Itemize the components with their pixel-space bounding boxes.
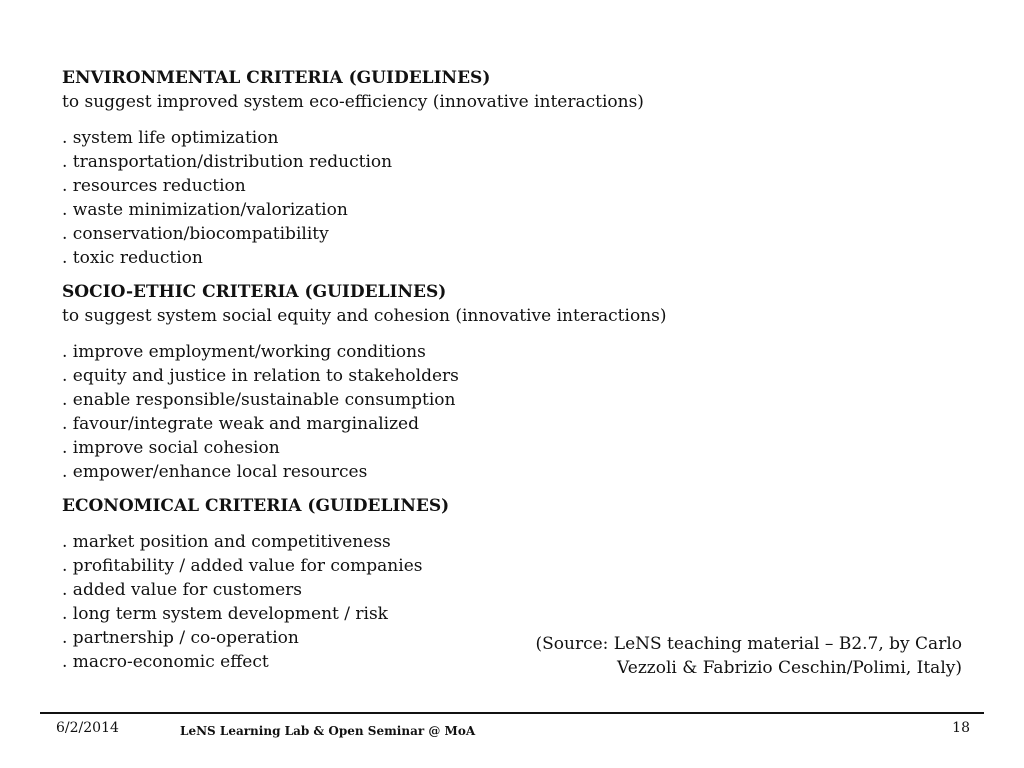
list-item: . enable responsible/sustainable consumption bbox=[62, 390, 456, 410]
list-item: . transportation/distribution reduction bbox=[62, 152, 393, 172]
list-item: . favour/integrate weak and marginalized bbox=[62, 414, 419, 434]
list-item: . equity and justice in relation to stakeholders bbox=[62, 366, 459, 386]
list-item: . waste minimization/valorization bbox=[62, 200, 348, 220]
list-item: . toxic reduction bbox=[62, 248, 203, 268]
section-heading: ENVIRONMENTAL CRITERIA (GUIDELINES) bbox=[62, 68, 491, 88]
section-heading: ECONOMICAL CRITERIA (GUIDELINES) bbox=[62, 496, 450, 516]
list-item: . empower/enhance local resources bbox=[62, 462, 368, 482]
page-number: 18 bbox=[952, 720, 970, 736]
source-line-1: (Source: LeNS teaching material – B2.7, by Carlo bbox=[535, 634, 962, 654]
list-item: . market position and competitiveness bbox=[62, 532, 391, 552]
list-item: . improve employment/working conditions bbox=[62, 342, 426, 362]
socio-ethic-section bbox=[62, 280, 782, 484]
environmental-section bbox=[62, 66, 782, 270]
list-item: . conservation/biocompatibility bbox=[62, 224, 329, 244]
footer-divider bbox=[40, 712, 984, 714]
source-citation bbox=[532, 632, 962, 680]
list-item: . macro-economic effect bbox=[62, 652, 269, 672]
list-item: . partnership / co-operation bbox=[62, 628, 299, 648]
bullet-list bbox=[62, 126, 782, 270]
bullet-list bbox=[62, 340, 782, 484]
slide-content bbox=[62, 66, 782, 684]
section-subtitle: to suggest improved system eco-efficiency (innovative interactions) bbox=[62, 92, 644, 112]
list-item: . profitability / added value for companies bbox=[62, 556, 423, 576]
list-item: . improve social cohesion bbox=[62, 438, 280, 458]
section-subtitle: to suggest system social equity and cohesion (innovative interactions) bbox=[62, 306, 667, 326]
footer-date: 6/2/2014 bbox=[56, 720, 119, 736]
list-item: . resources reduction bbox=[62, 176, 246, 196]
section-heading: SOCIO-ETHIC CRITERIA (GUIDELINES) bbox=[62, 282, 447, 302]
footer-title: LeNS Learning Lab & Open Seminar @ MoA bbox=[180, 724, 476, 738]
source-line-2: Vezzoli & Fabrizio Ceschin/Polimi, Italy) bbox=[617, 658, 962, 678]
list-item: . added value for customers bbox=[62, 580, 302, 600]
list-item: . system life optimization bbox=[62, 128, 279, 148]
list-item: . long term system development / risk bbox=[62, 604, 388, 624]
